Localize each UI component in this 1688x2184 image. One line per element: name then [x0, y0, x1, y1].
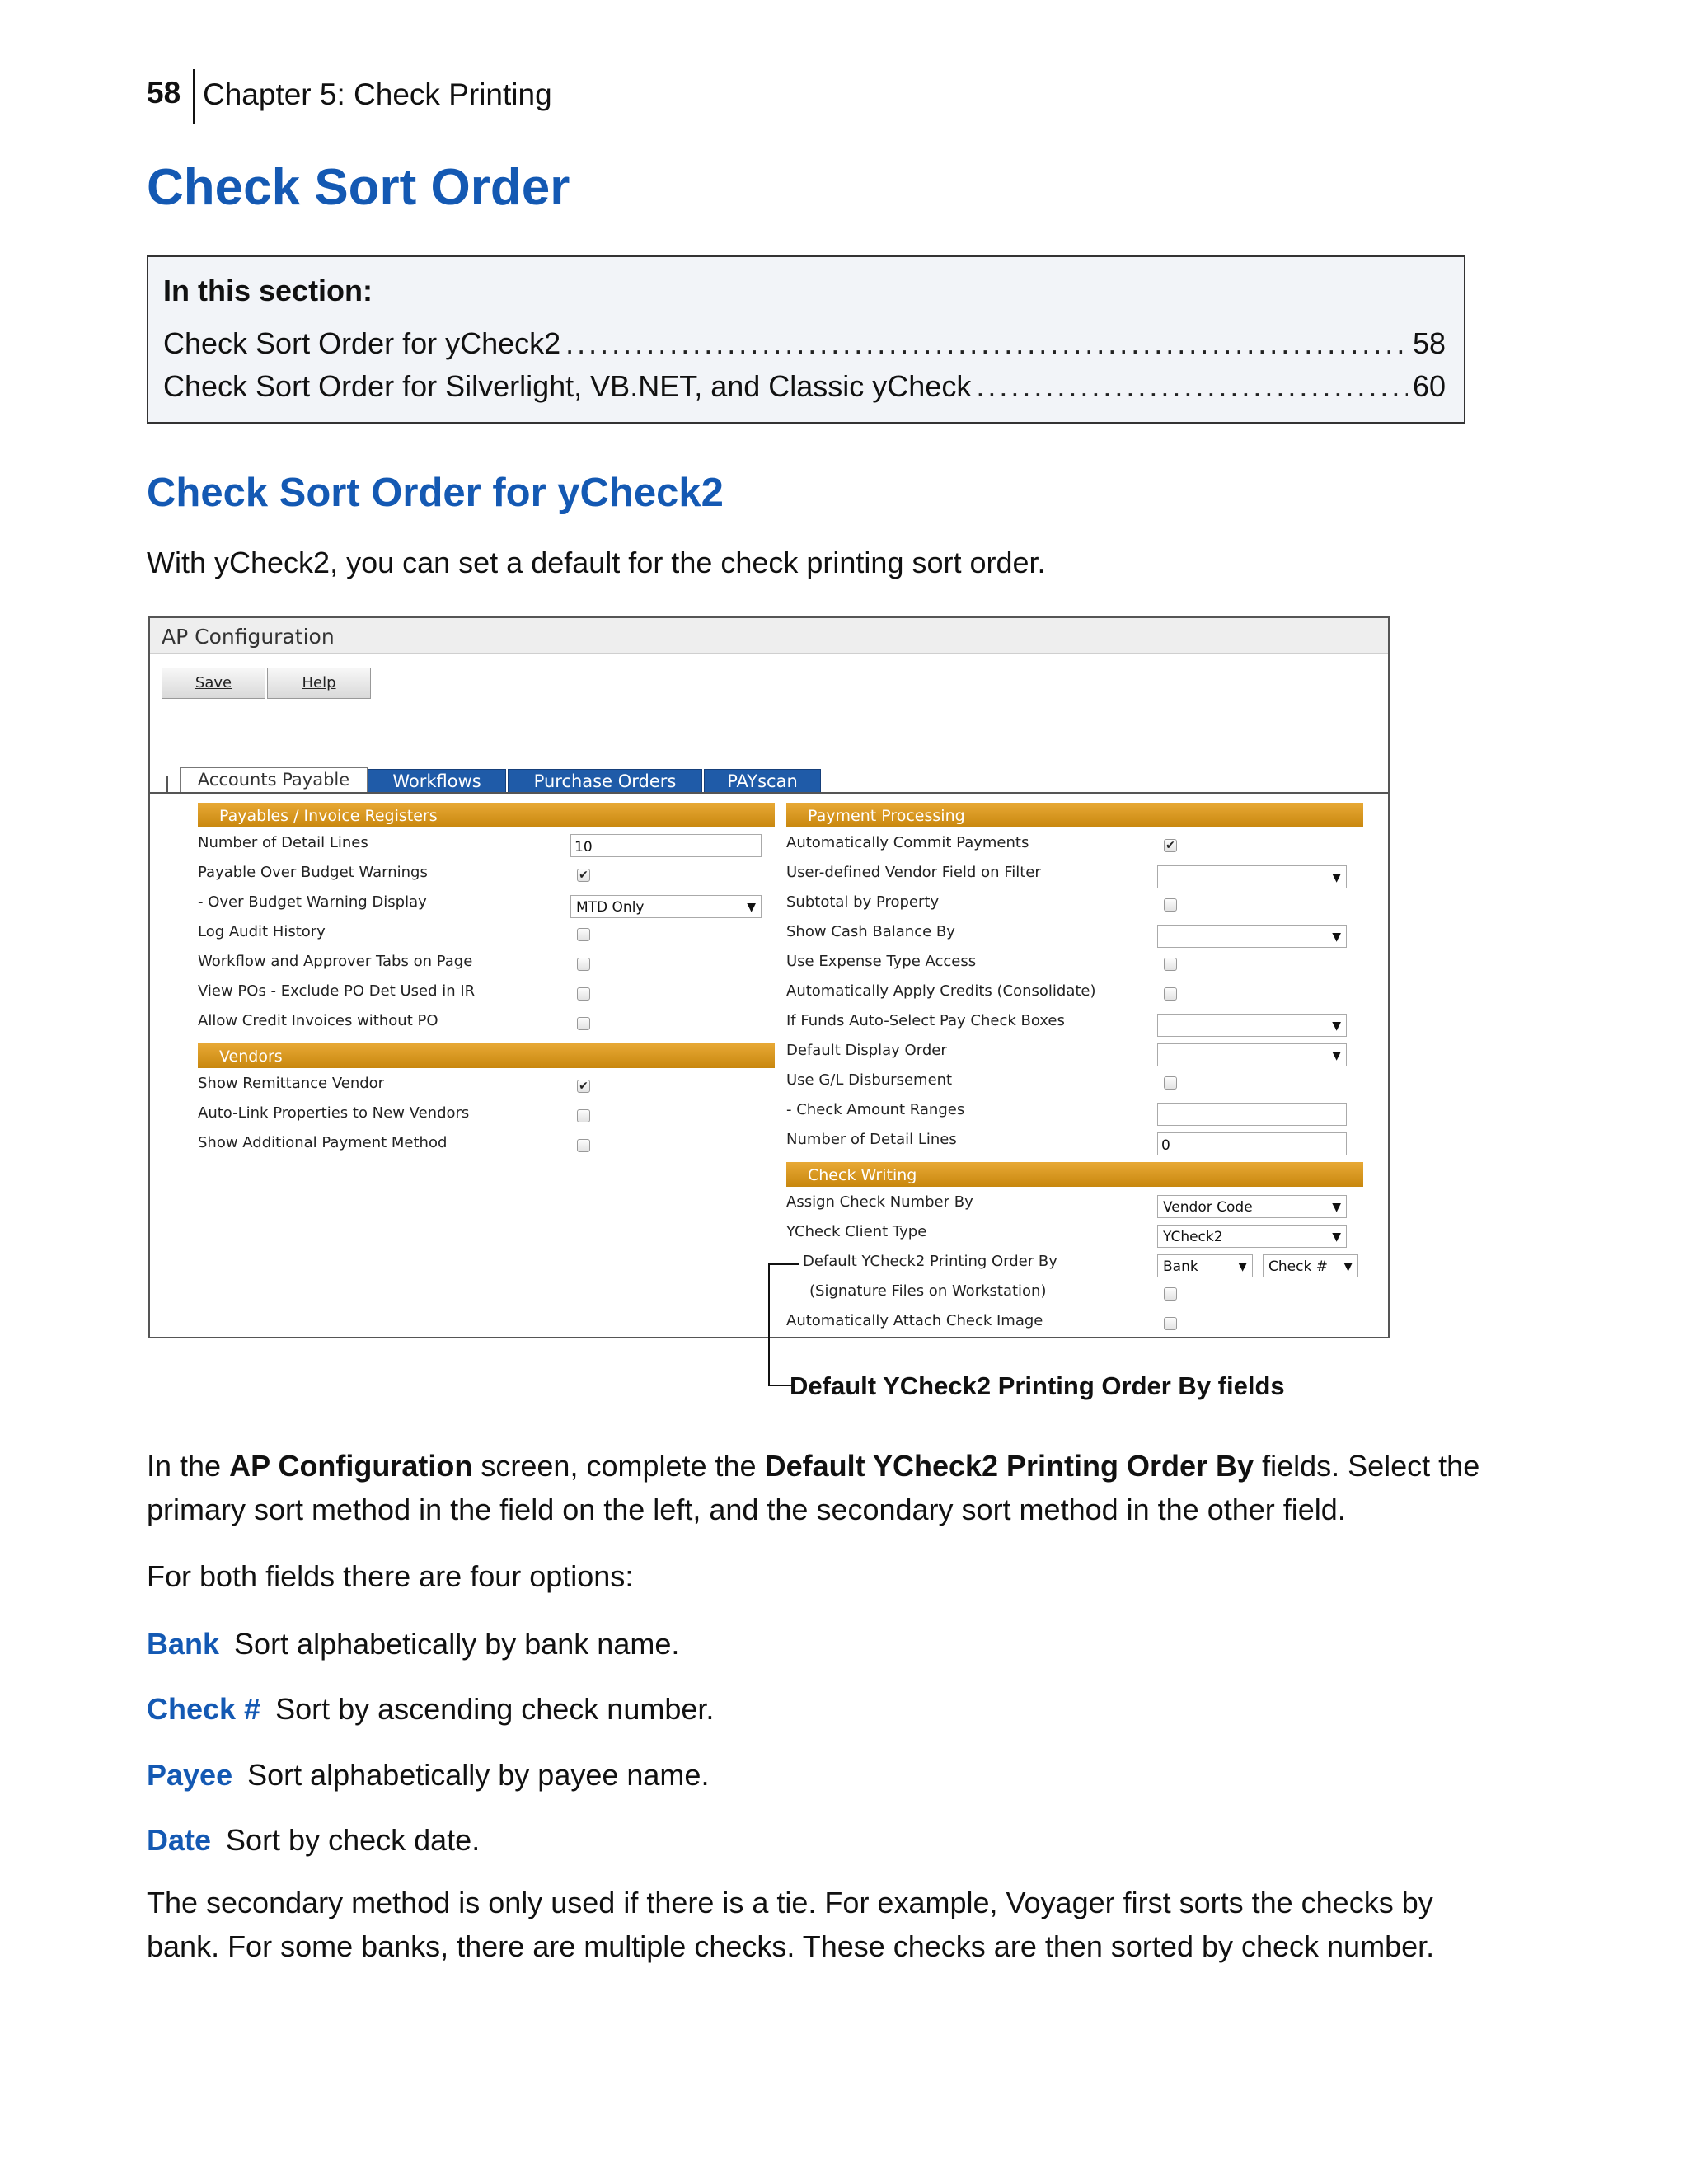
- instruction-paragraph: [147, 1444, 1482, 1531]
- apply-credits-checkbox[interactable]: [1164, 987, 1177, 1001]
- field-label: Number of Detail Lines: [198, 834, 368, 851]
- tab-workflows[interactable]: Workflows: [368, 769, 506, 794]
- toc-entry-label: Check Sort Order for Silverlight, VB.NET, and Classic yCheck: [163, 369, 972, 403]
- over-budget-warnings-checkbox[interactable]: ✔: [577, 869, 590, 882]
- select-value: Bank: [1163, 1258, 1198, 1275]
- field-label: Number of Detail Lines: [786, 1131, 957, 1148]
- text-run-bold: Default YCheck2 Printing Order By: [764, 1449, 1254, 1483]
- field-label: Default Display Order: [786, 1042, 947, 1059]
- tab-accounts-payable[interactable]: Accounts Payable: [180, 767, 368, 793]
- log-audit-history-checkbox[interactable]: [577, 928, 590, 941]
- select-value: Check #: [1268, 1258, 1328, 1275]
- auto-select-checkboxes-select[interactable]: [1157, 1014, 1347, 1037]
- chevron-down-icon: ▼: [1332, 1019, 1341, 1033]
- toc-entry-label: Check Sort Order for yCheck2: [163, 326, 561, 360]
- help-button[interactable]: Help: [267, 668, 371, 699]
- tab-purchase-orders[interactable]: Purchase Orders: [508, 769, 702, 794]
- tab-payscan[interactable]: PAYscan: [704, 769, 821, 794]
- payables-section-header: Payables / Invoice Registers: [198, 803, 775, 827]
- field-label: Auto-Link Properties to New Vendors: [198, 1104, 470, 1122]
- field-label: Subtotal by Property: [786, 893, 940, 911]
- callout-caption: Default YCheck2 Printing Order By fields: [790, 1371, 1285, 1400]
- toc-leader: [976, 369, 1408, 404]
- field-label: Automatically Apply Credits (Consolidate): [786, 982, 1096, 1000]
- toc-leader: [565, 326, 1408, 361]
- text-run: In the: [147, 1449, 230, 1483]
- toc-heading: In this section:: [163, 274, 373, 307]
- header-divider: [193, 69, 195, 124]
- check-writing-section-header: Check Writing: [786, 1162, 1363, 1187]
- chevron-down-icon: ▼: [1332, 1201, 1341, 1214]
- signature-files-checkbox[interactable]: [1164, 1287, 1177, 1301]
- assign-check-number-select[interactable]: [1157, 1195, 1347, 1218]
- payment-detail-lines-input[interactable]: 0: [1157, 1132, 1347, 1155]
- subtotal-by-property-checkbox[interactable]: [1164, 898, 1177, 912]
- text-run: screen, complete the: [472, 1449, 765, 1483]
- toc-entry[interactable]: [163, 369, 1446, 404]
- attach-check-image-checkbox[interactable]: [1164, 1317, 1177, 1330]
- field-label: Show Cash Balance By: [786, 923, 955, 940]
- detail-lines-input[interactable]: 10: [570, 834, 762, 857]
- ycheck-client-type-select[interactable]: [1157, 1225, 1347, 1248]
- toc-entry[interactable]: [163, 326, 1446, 361]
- field-label: Use Expense Type Access: [786, 953, 977, 970]
- text-run: fields. Select the primary sort method in the field on the left, and the secondary sort method in the other field.: [147, 1449, 1480, 1526]
- select-value: MTD Only: [576, 899, 645, 916]
- view-pos-checkbox[interactable]: [577, 987, 590, 1001]
- save-button[interactable]: Save: [162, 668, 265, 699]
- option-term: Date: [147, 1823, 212, 1857]
- tab-underline: [150, 792, 1388, 794]
- option-term: Bank: [147, 1627, 220, 1661]
- select-value: Vendor Code: [1163, 1199, 1253, 1216]
- field-label: Log Audit History: [198, 923, 326, 940]
- field-label: User-defined Vendor Field on Filter: [786, 864, 1041, 881]
- field-label: Workflow and Approver Tabs on Page: [198, 953, 473, 970]
- intro-paragraph: With yCheck2, you can set a default for the check printing sort order.: [147, 546, 1046, 579]
- field-label: If Funds Auto-Select Pay Check Boxes: [786, 1012, 1065, 1029]
- page-number: 58: [147, 76, 181, 110]
- chevron-down-icon: ▼: [1332, 930, 1341, 944]
- check-amount-ranges-input[interactable]: [1157, 1103, 1347, 1126]
- primary-sort-select[interactable]: [1157, 1254, 1253, 1277]
- field-label: - Over Budget Warning Display: [198, 893, 427, 911]
- text-run-bold: AP Configuration: [229, 1449, 473, 1483]
- field-label: Allow Credit Invoices without PO: [198, 1012, 438, 1029]
- chevron-down-icon: ▼: [1332, 1230, 1341, 1244]
- cash-balance-select[interactable]: [1157, 925, 1347, 948]
- option-item: [147, 1758, 709, 1793]
- additional-payment-method-checkbox[interactable]: [577, 1139, 590, 1152]
- callout-line: [768, 1263, 770, 1385]
- option-desc: Sort alphabetically by payee name.: [247, 1758, 710, 1792]
- window-title: AP Configuration: [162, 625, 335, 649]
- chevron-down-icon: ▼: [747, 901, 756, 914]
- field-label: Payable Over Budget Warnings: [198, 864, 428, 881]
- ap-configuration-screenshot: [148, 616, 1390, 1338]
- chevron-down-icon: ▼: [1343, 1260, 1353, 1273]
- field-label: YCheck Client Type: [786, 1223, 927, 1240]
- chevron-down-icon: ▼: [1332, 871, 1341, 884]
- field-label: View POs - Exclude PO Det Used in IR: [198, 982, 476, 1000]
- option-desc: Sort alphabetically by bank name.: [234, 1627, 680, 1661]
- vendor-field-filter-select[interactable]: [1157, 865, 1347, 888]
- allow-credit-invoices-checkbox[interactable]: [577, 1017, 590, 1030]
- payment-processing-section-header: Payment Processing: [786, 803, 1363, 827]
- option-term: Check #: [147, 1692, 261, 1726]
- field-label: (Signature Files on Workstation): [809, 1282, 1047, 1300]
- commit-payments-checkbox[interactable]: ✔: [1164, 839, 1177, 852]
- expense-type-access-checkbox[interactable]: [1164, 958, 1177, 971]
- field-label: Automatically Attach Check Image: [786, 1312, 1043, 1329]
- chevron-down-icon: ▼: [1332, 1049, 1341, 1062]
- field-label: Assign Check Number By: [786, 1193, 973, 1211]
- toc-entry-page: 58: [1412, 326, 1446, 360]
- tie-break-paragraph: The secondary method is only used if there is a tie. For example, Voyager first sorts the checks by bank. For some banks, there are multiple checks. These checks are then sorted by check number.: [147, 1886, 1435, 1963]
- callout-line: [768, 1263, 799, 1265]
- field-label: Default YCheck2 Printing Order By: [803, 1253, 1057, 1270]
- field-label: - Check Amount Ranges: [786, 1101, 965, 1118]
- workflow-tabs-checkbox[interactable]: [577, 958, 590, 971]
- warning-display-select[interactable]: [570, 895, 762, 918]
- section-toc-box: [147, 255, 1465, 424]
- auto-link-properties-checkbox[interactable]: [577, 1109, 590, 1122]
- option-desc: Sort by ascending check number.: [275, 1692, 715, 1726]
- show-remittance-vendor-checkbox[interactable]: ✔: [577, 1080, 590, 1093]
- secondary-sort-select[interactable]: [1263, 1254, 1358, 1277]
- page-title: Check Sort Order: [147, 159, 570, 216]
- chapter-title: Chapter 5: Check Printing: [203, 77, 552, 111]
- section-title: Check Sort Order for yCheck2: [147, 471, 724, 515]
- option-item: [147, 1692, 714, 1727]
- field-label: Show Additional Payment Method: [198, 1134, 448, 1151]
- chevron-down-icon: ▼: [1238, 1260, 1247, 1273]
- vendors-section-header: Vendors: [198, 1043, 775, 1068]
- field-label: Use G/L Disbursement: [786, 1071, 953, 1089]
- option-desc: Sort by check date.: [226, 1823, 481, 1857]
- field-label: Show Remittance Vendor: [198, 1075, 385, 1092]
- option-item: [147, 1627, 679, 1661]
- window-titlebar: [150, 618, 1388, 654]
- select-value: YCheck2: [1163, 1229, 1223, 1245]
- option-item: [147, 1823, 480, 1858]
- options-intro: For both fields there are four options:: [147, 1559, 634, 1593]
- default-display-order-select[interactable]: [1157, 1043, 1347, 1066]
- gl-disbursement-checkbox[interactable]: [1164, 1076, 1177, 1090]
- field-label: Automatically Commit Payments: [786, 834, 1029, 851]
- toc-entry-page: 60: [1412, 369, 1446, 403]
- option-term: Payee: [147, 1758, 233, 1792]
